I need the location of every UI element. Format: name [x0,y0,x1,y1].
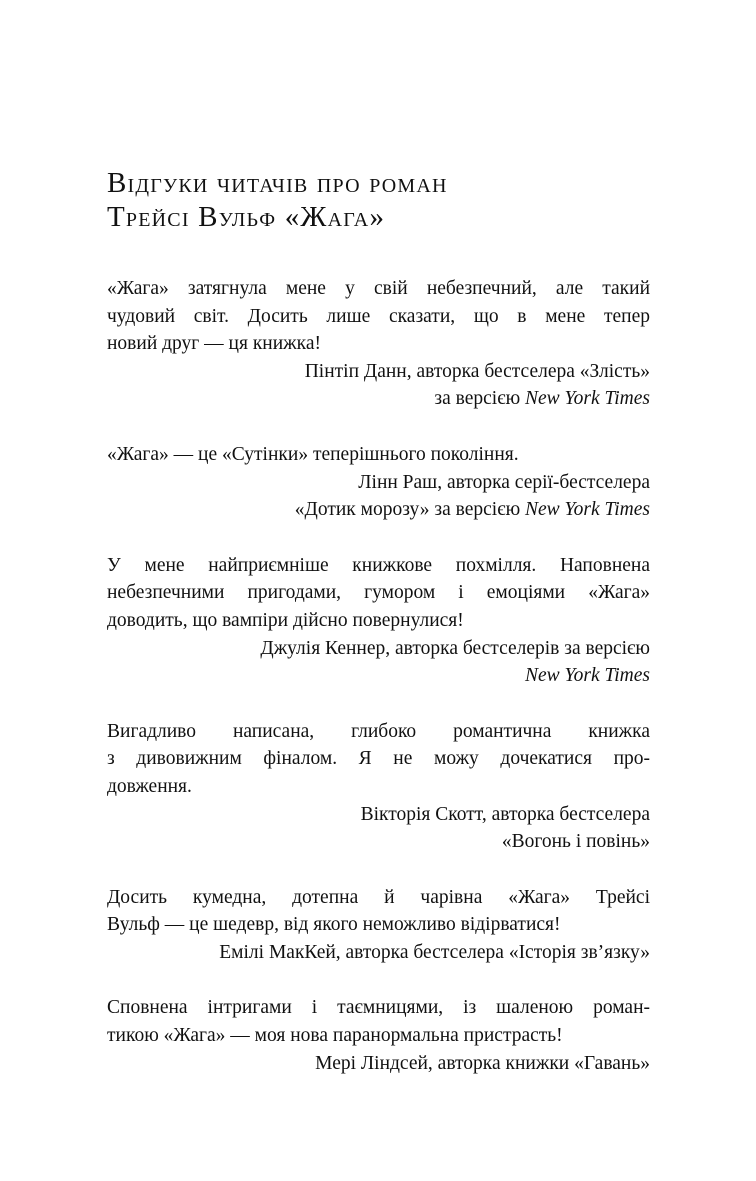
quote-line: довження. [107,775,192,797]
attribution-text: Джулія Кеннер, авторка бестселерів за версією [260,637,650,659]
attribution-line [107,496,650,524]
title-line-1: Відгуки читачів про роман [107,167,448,199]
review-attribution [107,635,650,690]
attribution-line [107,469,650,497]
quote-line: «Жага» затягнула мене у свій небезпечний, але такий [107,278,650,299]
review-4 [107,718,650,856]
attribution-line [107,385,650,413]
attribution-line [107,828,650,856]
attribution-text: Мері Ліндсей, авторка книжки «Гавань» [315,1052,650,1074]
review-quote [107,718,650,801]
book-page [107,166,650,1105]
review-5 [107,884,650,967]
review-2 [107,441,650,524]
quote-line: Вульф — це шедевр, від якого неможливо відірватися! [107,914,561,936]
review-quote [107,441,650,469]
review-attribution [107,358,650,413]
attribution-text: Лінн Раш, авторка серії-бестселера [358,471,650,493]
review-quote [107,552,650,635]
attribution-line [107,1050,650,1078]
review-attribution [107,1050,650,1078]
review-quote [107,884,650,939]
quote-line: небезпечними пригодами, гумором і емоціями «Жага» [107,582,650,604]
attribution-text: «Вогонь і повінь» [501,831,650,853]
review-attribution [107,939,650,967]
attribution-text: «Дотик морозу» за версією [294,499,526,521]
quote-line: з дивовижним фіналом. Я не можу дочекатися про- [107,748,650,770]
attribution-line [107,939,650,967]
review-quote [107,994,650,1049]
quote-line: тикою «Жага» — моя нова паранормальна пристрасть! [107,1025,563,1047]
attribution-text: Пінтіп Данн, авторка бестселера «Злість» [304,360,650,382]
quote-line: новий друг — ця книжка! [107,333,321,355]
quote-line: чудовий світ. Досить лише сказати, що в мене тепер [107,305,650,327]
attribution-text: за версією [434,388,526,410]
quote-line: Сповнена інтригами і таємницями, із шаленою роман- [107,997,650,1019]
review-quote [107,275,650,358]
attribution-line [107,358,650,386]
publication-name: New York Times [525,665,650,687]
attribution-text: Емілі МакКей, авторка бестселера «Історія зв’язку» [219,941,650,963]
attribution-line [107,801,650,829]
review-1 [107,275,650,413]
quote-line: «Жага» — це «Сутінки» теперішнього покоління. [107,443,519,465]
publication-name: New York Times [525,499,650,521]
review-attribution [107,469,650,524]
title-line-2: Трейсі Вульф «Жага» [107,201,386,233]
review-6 [107,994,650,1077]
attribution-line [107,662,650,690]
quote-line: Досить кумедна, дотепна й чарівна «Жага» Трейсі [107,886,650,908]
review-3 [107,552,650,690]
page-title [107,166,650,234]
attribution-line [107,635,650,663]
quote-line: У мене найприємніше книжкове похмілля. Наповнена [107,554,650,576]
quote-line: доводить, що вампіри дійсно повернулися! [107,609,464,631]
publication-name: New York Times [525,388,650,410]
review-attribution [107,801,650,856]
attribution-text: Вікторія Скотт, авторка бестселера [360,803,650,825]
quote-line: Вигадливо написана, глибоко романтична книжка [107,720,650,742]
